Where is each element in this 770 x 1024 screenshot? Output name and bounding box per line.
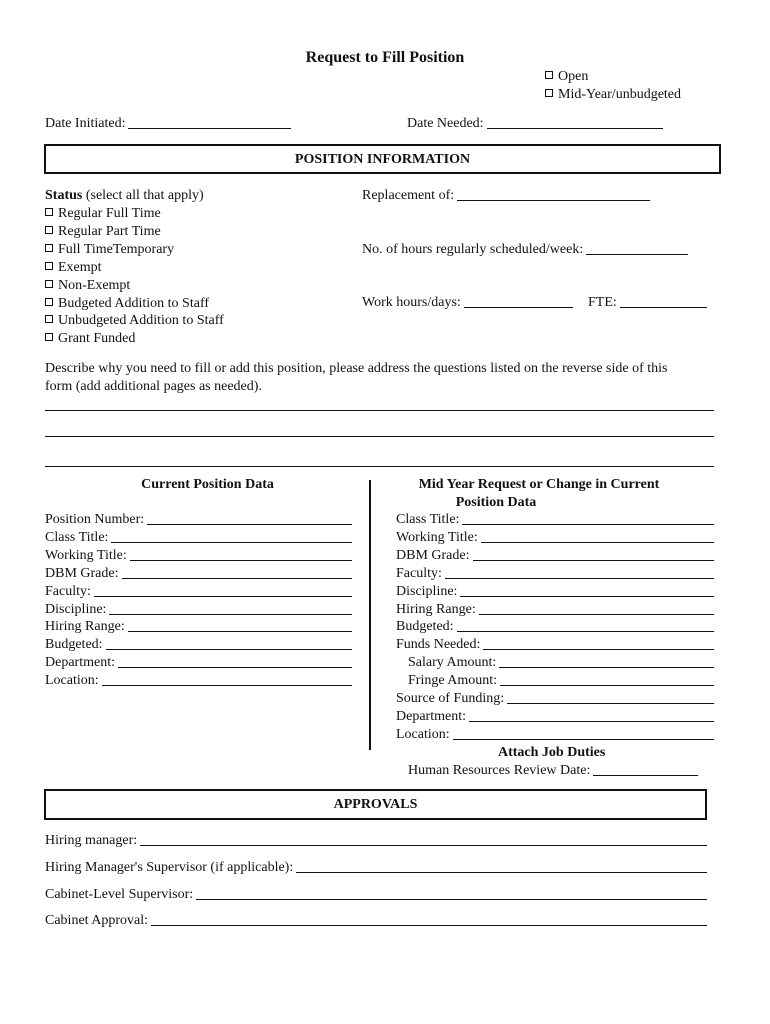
column-divider — [369, 480, 371, 750]
hours-input[interactable] — [586, 254, 688, 255]
request-type-midyear[interactable]: Mid-Year/unbudgeted — [545, 87, 681, 103]
midyear-title-line2: Position Data — [455, 495, 537, 510]
approvals-header: APPROVALS — [44, 789, 707, 820]
fte-input[interactable] — [620, 307, 707, 308]
current-location-input[interactable] — [102, 685, 352, 686]
approval-hiring-manager-field[interactable]: Hiring manager: — [45, 833, 707, 849]
approval-hiring-manager-input[interactable] — [140, 845, 707, 846]
midyear-working-title-input[interactable] — [481, 542, 714, 543]
hours-field[interactable]: No. of hours regularly scheduled/week: — [362, 242, 688, 258]
midyear-source-of-funding-field[interactable]: Source of Funding: — [396, 691, 714, 707]
midyear-funds-needed-field[interactable]: Funds Needed: — [396, 637, 714, 653]
approval-cabinet-approval-input[interactable] — [151, 925, 707, 926]
current-discipline-input[interactable] — [109, 614, 352, 615]
describe-text-line1: Describe why you need to fill or add this position, please address the questions listed on the reverse side of this — [45, 361, 668, 376]
current-working-title-input[interactable] — [130, 560, 352, 561]
current-faculty-input[interactable] — [94, 596, 352, 597]
midyear-salary-amount-input[interactable] — [499, 667, 714, 668]
current-dbm-grade-input[interactable] — [122, 578, 353, 579]
current-position-title: Current Position Data — [141, 477, 274, 492]
current-class-title-input[interactable] — [111, 542, 352, 543]
describe-input-line[interactable] — [45, 410, 714, 411]
status-option-non-exempt[interactable]: Non-Exempt — [45, 278, 130, 294]
approval-hiring-manager-s-supervisor-if-applicable-input[interactable] — [296, 872, 707, 873]
midyear-faculty-input[interactable] — [445, 578, 714, 579]
checkbox-icon[interactable] — [45, 280, 53, 288]
checkbox-icon[interactable] — [545, 89, 553, 97]
status-option-unbudgeted-addition-to-staff[interactable]: Unbudgeted Addition to Staff — [45, 313, 224, 329]
status-option-regular-part-time[interactable]: Regular Part Time — [45, 224, 161, 240]
form-title: Request to Fill Position — [305, 49, 465, 66]
date-initiated-input[interactable] — [128, 128, 291, 129]
midyear-working-title-field[interactable]: Working Title: — [396, 530, 714, 546]
checkbox-icon[interactable] — [45, 244, 53, 252]
describe-input-line[interactable] — [45, 436, 714, 437]
status-option-regular-full-time[interactable]: Regular Full Time — [45, 206, 161, 222]
fte-field[interactable]: FTE: — [588, 295, 707, 311]
midyear-department-field[interactable]: Department: — [396, 709, 714, 725]
describe-text-line2: form (add additional pages as needed). — [45, 379, 262, 394]
approval-hiring-manager-s-supervisor-if-applicable-field[interactable]: Hiring Manager's Supervisor (if applicable): — [45, 860, 707, 876]
current-position-number-field[interactable]: Position Number: — [45, 512, 352, 528]
hr-review-date-input[interactable] — [593, 775, 698, 776]
midyear-location-input[interactable] — [453, 739, 714, 740]
approval-cabinet-level-supervisor-field[interactable]: Cabinet-Level Supervisor: — [45, 887, 707, 903]
current-budgeted-field[interactable]: Budgeted: — [45, 637, 352, 653]
attach-job-duties: Attach Job Duties — [498, 745, 606, 760]
checkbox-icon[interactable] — [45, 208, 53, 216]
current-hiring-range-field[interactable]: Hiring Range: — [45, 619, 352, 635]
status-option-grant-funded[interactable]: Grant Funded — [45, 331, 135, 347]
midyear-source-of-funding-input[interactable] — [507, 703, 714, 704]
midyear-faculty-field[interactable]: Faculty: — [396, 566, 714, 582]
midyear-title-line1: Mid Year Request or Change in Current — [418, 477, 660, 492]
date-needed-input[interactable] — [487, 128, 663, 129]
date-initiated-field[interactable]: Date Initiated: — [45, 116, 291, 132]
current-discipline-field[interactable]: Discipline: — [45, 602, 352, 618]
current-dbm-grade-field[interactable]: DBM Grade: — [45, 566, 352, 582]
current-department-field[interactable]: Department: — [45, 655, 352, 671]
checkbox-icon[interactable] — [45, 298, 53, 306]
midyear-budgeted-field[interactable]: Budgeted: — [396, 619, 714, 635]
current-hiring-range-input[interactable] — [128, 631, 352, 632]
midyear-discipline-field[interactable]: Discipline: — [396, 584, 714, 600]
approval-cabinet-approval-field[interactable]: Cabinet Approval: — [45, 913, 707, 929]
midyear-budgeted-input[interactable] — [457, 631, 714, 632]
midyear-location-field[interactable]: Location: — [396, 727, 714, 743]
midyear-funds-needed-input[interactable] — [483, 649, 714, 650]
current-location-field[interactable]: Location: — [45, 673, 352, 689]
checkbox-icon[interactable] — [45, 333, 53, 341]
midyear-fringe-amount-field[interactable]: Fringe Amount: — [408, 673, 714, 689]
current-class-title-field[interactable]: Class Title: — [45, 530, 352, 546]
status-label: Status (select all that apply) — [45, 188, 204, 203]
current-department-input[interactable] — [118, 667, 352, 668]
checkbox-icon[interactable] — [45, 226, 53, 234]
midyear-hiring-range-input[interactable] — [479, 614, 714, 615]
midyear-class-title-field[interactable]: Class Title: — [396, 512, 714, 528]
status-option-exempt[interactable]: Exempt — [45, 260, 102, 276]
describe-input-line[interactable] — [45, 466, 714, 467]
work-hours-input[interactable] — [464, 307, 573, 308]
replacement-field[interactable]: Replacement of: — [362, 188, 650, 204]
checkbox-icon[interactable] — [45, 262, 53, 270]
current-faculty-field[interactable]: Faculty: — [45, 584, 352, 600]
current-budgeted-input[interactable] — [106, 649, 352, 650]
status-option-budgeted-addition-to-staff[interactable]: Budgeted Addition to Staff — [45, 296, 209, 312]
request-type-open[interactable]: Open — [545, 69, 588, 85]
date-needed-field[interactable]: Date Needed: — [407, 116, 663, 132]
midyear-discipline-input[interactable] — [460, 596, 714, 597]
checkbox-icon[interactable] — [45, 315, 53, 323]
midyear-department-input[interactable] — [469, 721, 714, 722]
midyear-dbm-grade-field[interactable]: DBM Grade: — [396, 548, 714, 564]
midyear-fringe-amount-input[interactable] — [500, 685, 714, 686]
midyear-hiring-range-field[interactable]: Hiring Range: — [396, 602, 714, 618]
current-position-number-input[interactable] — [147, 524, 352, 525]
approval-cabinet-level-supervisor-input[interactable] — [196, 899, 707, 900]
midyear-salary-amount-field[interactable]: Salary Amount: — [408, 655, 714, 671]
checkbox-icon[interactable] — [545, 71, 553, 79]
position-information-header: POSITION INFORMATION — [44, 144, 721, 174]
midyear-dbm-grade-input[interactable] — [473, 560, 715, 561]
midyear-class-title-input[interactable] — [462, 524, 714, 525]
hr-review-date-field[interactable]: Human Resources Review Date: — [408, 763, 698, 779]
status-option-full-timetemporary[interactable]: Full TimeTemporary — [45, 242, 174, 258]
replacement-input[interactable] — [457, 200, 650, 201]
current-working-title-field[interactable]: Working Title: — [45, 548, 352, 564]
work-hours-field[interactable]: Work hours/days: — [362, 295, 573, 311]
